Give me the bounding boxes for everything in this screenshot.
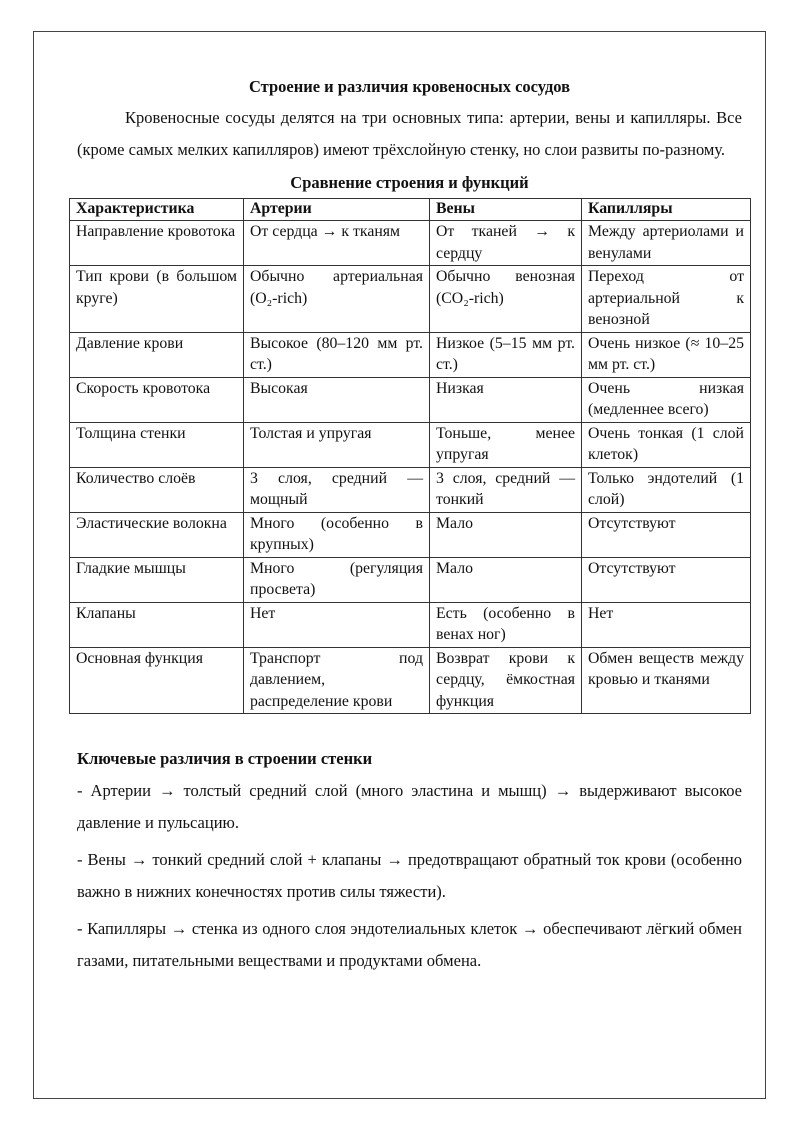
table-header-cell: Характеристика [70, 199, 244, 221]
table-row [70, 647, 751, 714]
table-cell: Клапаны [70, 602, 244, 647]
table-row [70, 602, 751, 647]
table-header-cell: Капилляры [582, 199, 751, 221]
document-content [77, 76, 742, 977]
key-difference-item: - Вены → тонкий средний слой + клапаны → предотвращают обратный ток крови (особенно важно в нижних конечностях против силы тяжести). [77, 850, 742, 901]
table-header-row [70, 199, 751, 221]
table-cell: Есть (особенно в венах ног) [430, 602, 582, 647]
table-cell: Тоньше, менее упругая [430, 422, 582, 467]
table-cell: Низкая [430, 377, 582, 422]
table-cell: Эластические волокна [70, 512, 244, 557]
table-cell: Много (регуляция просвета) [244, 557, 430, 602]
key-differences-heading: Ключевые различия в строении стенки [77, 749, 373, 768]
table-row [70, 266, 751, 333]
table-cell: Только эндотелий (1 слой) [582, 467, 751, 512]
intro-paragraph: Кровеносные сосуды делятся на три основных типа: артерии, вены и капилляры. Все (кроме самых мелких капилляров) имеют трёхслойную стенку, но слои развиты по-разному. [77, 108, 742, 159]
table-row [70, 512, 751, 557]
document-page [33, 31, 766, 1099]
table-cell: Нет [244, 602, 430, 647]
table-cell: Транспорт под давлением, распределение крови [244, 647, 430, 714]
table-header-cell: Артерии [244, 199, 430, 221]
table-cell: Направление кровотока [70, 221, 244, 266]
table-row [70, 332, 751, 377]
table-cell: Обычно венозная (CO₂-rich) [430, 266, 582, 333]
table-row [70, 377, 751, 422]
table-cell: Мало [430, 557, 582, 602]
table-cell: Очень тонкая (1 слой клеток) [582, 422, 751, 467]
table-cell: Высокая [244, 377, 430, 422]
table-row [70, 557, 751, 602]
table-cell: Мало [430, 512, 582, 557]
table-row [70, 467, 751, 512]
table-row [70, 422, 751, 467]
table-cell: Очень низкое (≈ 10–25 мм рт. ст.) [582, 332, 751, 377]
table-title: Сравнение строения и функций [290, 173, 529, 192]
table-cell: Гладкие мышцы [70, 557, 244, 602]
table-cell: Много (особенно в крупных) [244, 512, 430, 557]
table-cell: Очень низкая (медленнее всего) [582, 377, 751, 422]
table-cell: Отсутствуют [582, 557, 751, 602]
table-cell: Обычно артериальная (O₂-rich) [244, 266, 430, 333]
table-cell: Возврат крови к сердцу, ёмкостная функция [430, 647, 582, 714]
key-difference-item: - Артерии → толстый средний слой (много эластина и мышц) → выдерживают высокое давление и пульсацию. [77, 781, 742, 832]
table-cell: Переход от артериальной к венозной [582, 266, 751, 333]
table-cell: 3 слоя, средний — тонкий [430, 467, 582, 512]
document-title: Строение и различия кровеносных сосудов [248, 77, 571, 96]
table-cell: От сердца → к тканям [244, 221, 430, 266]
table-cell: Отсутствуют [582, 512, 751, 557]
table-cell: Между артериолами и венулами [582, 221, 751, 266]
table-cell: Тип крови (в большом круге) [70, 266, 244, 333]
table-cell: Толщина стенки [70, 422, 244, 467]
table-cell: Нет [582, 602, 751, 647]
table-cell: Толстая и упругая [244, 422, 430, 467]
table-cell: Обмен веществ между кровью и тканями [582, 647, 751, 714]
key-differences-list [77, 775, 742, 977]
key-difference-item: - Капилляры → стенка из одного слоя эндотелиальных клеток → обеспечивают лёгкий обмен газами, питательными веществами и продуктами обмена. [77, 919, 742, 970]
table-cell: Основная функция [70, 647, 244, 714]
table-cell: Давление крови [70, 332, 244, 377]
table-header-cell: Вены [430, 199, 582, 221]
table-cell: От тканей → к сердцу [430, 221, 582, 266]
comparison-table [69, 198, 751, 714]
table-body [70, 221, 751, 714]
table-row [70, 221, 751, 266]
table-cell: Количество слоёв [70, 467, 244, 512]
table-cell: Низкое (5–15 мм рт. ст.) [430, 332, 582, 377]
table-cell: 3 слоя, средний — мощный [244, 467, 430, 512]
table-cell: Скорость кровотока [70, 377, 244, 422]
table-cell: Высокое (80–120 мм рт. ст.) [244, 332, 430, 377]
